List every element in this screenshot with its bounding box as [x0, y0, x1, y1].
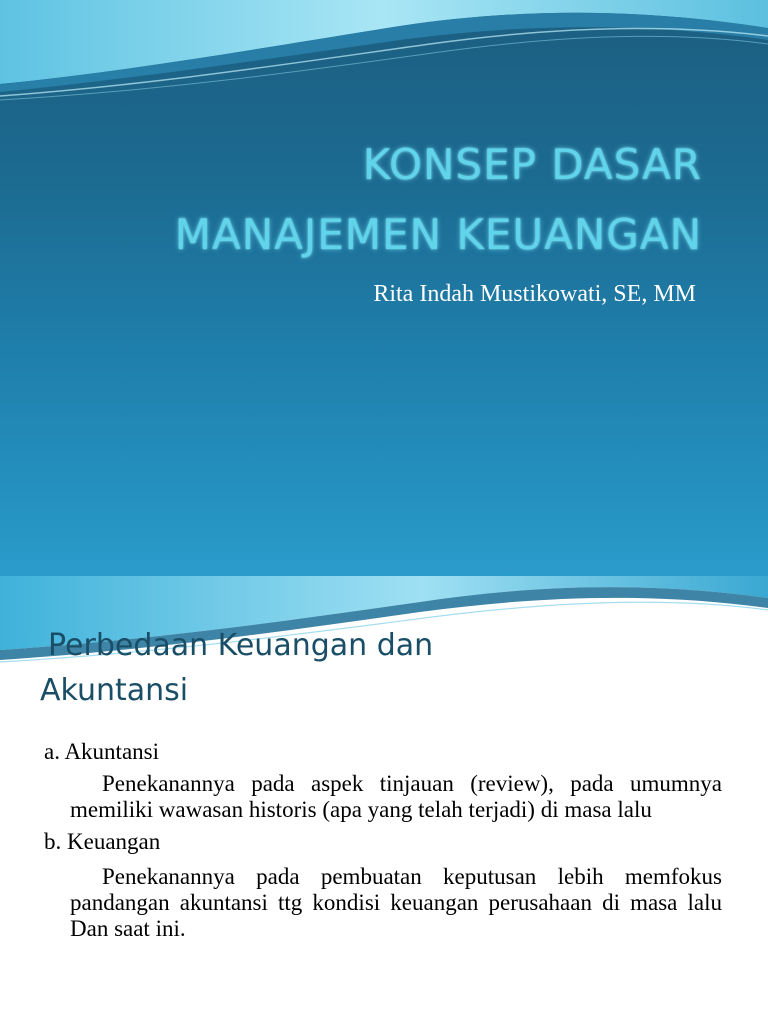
top-wave-decoration [0, 0, 768, 110]
slide-heading [40, 623, 740, 713]
item-label-keuangan: b. Keuangan [44, 829, 161, 854]
item-text-keuangan: Penekanannya pada pembuatan keputusan lebih memfokus pandangan akuntansi ttg kondisi keuangan perusahaan di masa lalu Dan saat ini. [70, 864, 722, 941]
slide-subtitle-author: Rita Indah Mustikowati, SE, MM [373, 281, 696, 307]
content-slide [0, 576, 768, 1024]
item-text-akuntansi: Penekanannya pada aspek tinjauan (review), pada umumnya memiliki wawasan historis (apa yang telah terjadi) di masa lalu [70, 771, 722, 822]
item-label-akuntansi: a. Akuntansi [44, 739, 159, 764]
slide-title-line-1: KONSEP DASAR [362, 140, 702, 189]
slide-body [44, 739, 722, 948]
slide-heading-line-1: Perbedaan Keuangan dan [48, 628, 434, 663]
slide-title-line-2: MANAJEMEN KEUANGAN [174, 210, 702, 259]
slide-heading-line-2: Akuntansi [40, 673, 189, 708]
